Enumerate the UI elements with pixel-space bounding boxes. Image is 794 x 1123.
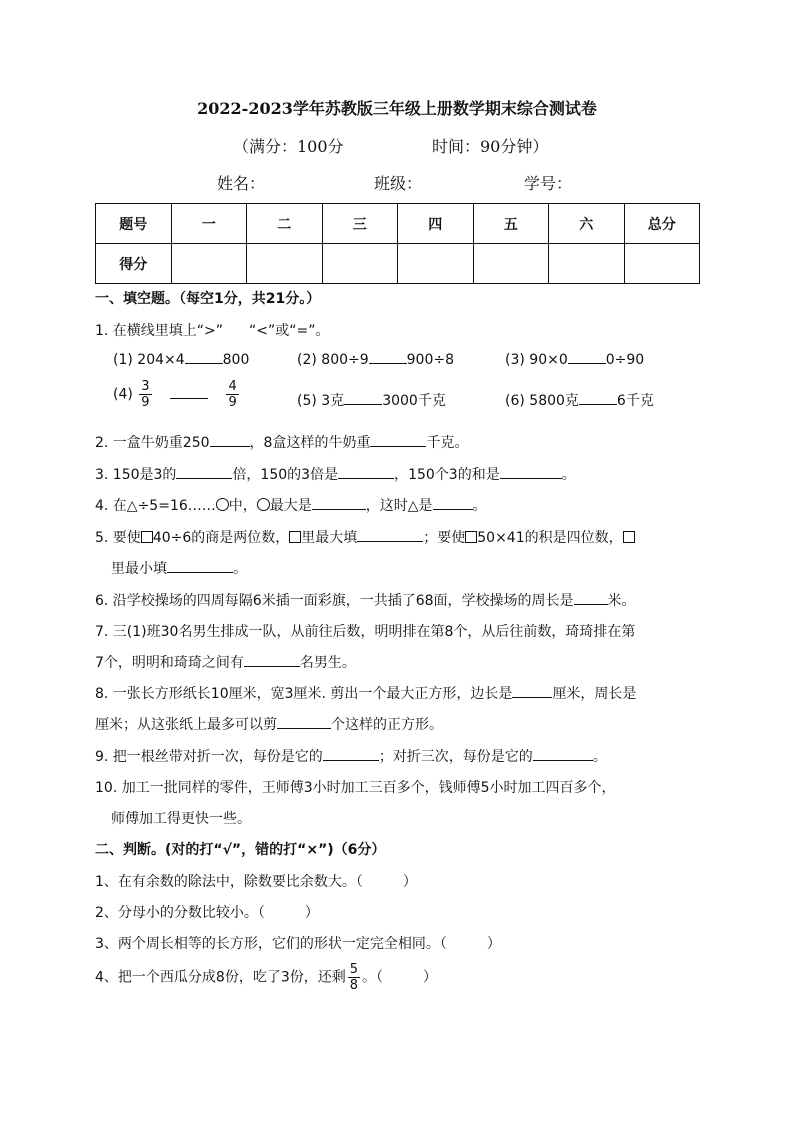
q3-text-a: 3. 150是3的 — [95, 467, 177, 483]
answer-blank[interactable] — [568, 350, 606, 364]
square-icon — [465, 531, 477, 543]
square-icon — [141, 531, 153, 543]
q5-text-g: 。 — [233, 561, 247, 577]
score-table-header: 五 — [473, 204, 549, 244]
judge-q1-close: ） — [402, 874, 417, 890]
q4-text-e: 。 — [472, 498, 487, 514]
q6-text-a: 6. 沿学校操场的四周每隔6米插一面彩旗，一共插了68面，学校操场的周长是 — [95, 593, 574, 609]
q1-p5-left: (5) 3克 — [297, 393, 345, 409]
answer-blank[interactable] — [185, 350, 223, 364]
q5-text-c: 里最大填 — [301, 530, 358, 546]
judge-q1-text: 1、在有余数的除法中，除数要比余数大。（ — [95, 874, 363, 890]
q7-text-c: 名男生。 — [299, 655, 356, 671]
q8-text-b: 厘米，周长是 — [552, 686, 637, 702]
fraction-numerator: 5 — [349, 962, 359, 977]
q10-line2 — [111, 808, 251, 828]
q1-part5 — [297, 390, 446, 410]
score-cell[interactable] — [322, 244, 398, 284]
full-score: （满分：100分 — [233, 137, 344, 156]
q5-text-f: 里最小填 — [111, 561, 167, 577]
q5-text-a: 5. 要使 — [95, 530, 141, 546]
q1-stem — [95, 320, 330, 340]
page-title: 2022-2023学年苏教版三年级上册数学期末综合测试卷 — [197, 99, 597, 118]
q1-p2-left: (2) 800÷9 — [297, 352, 369, 368]
q5-text-d: ；要使 — [423, 530, 466, 546]
answer-blank[interactable] — [579, 391, 617, 405]
q9-text-c: 。 — [592, 749, 607, 765]
answer-blank[interactable] — [574, 591, 608, 605]
score-table-score-row — [96, 244, 700, 284]
q1-part4 — [113, 379, 241, 410]
answer-blank[interactable] — [357, 528, 423, 542]
student-id-label: 学号： — [524, 174, 573, 193]
score-cell[interactable] — [398, 244, 474, 284]
answer-blank[interactable] — [167, 559, 233, 573]
q1-stem-b: “<”或“=”。 — [249, 323, 330, 339]
score-table-header: 四 — [398, 204, 474, 244]
judge-q3-close: ） — [486, 936, 501, 952]
answer-blank[interactable] — [533, 747, 593, 761]
q1-part3 — [505, 350, 644, 368]
fraction-numerator: 4 — [228, 379, 237, 394]
answer-blank[interactable] — [338, 465, 394, 479]
q5-line1 — [95, 527, 635, 547]
score-cell[interactable] — [473, 244, 549, 284]
q5-line2 — [111, 558, 247, 578]
score-table-header: 三 — [322, 204, 398, 244]
score-row-label: 得分 — [96, 244, 172, 284]
circle-icon — [216, 498, 229, 511]
answer-blank[interactable] — [369, 350, 407, 364]
q1-p6-left: (6) 5800克 — [505, 393, 579, 409]
square-icon — [289, 531, 301, 543]
answer-blank[interactable] — [500, 465, 562, 479]
q4-text-d: ，这时△是 — [365, 498, 433, 514]
score-table-header: 二 — [247, 204, 323, 244]
q1-p4-label: (4) — [113, 386, 133, 403]
q8-line2 — [95, 714, 443, 734]
q2-text-b: ，8盒这样的牛奶重 — [249, 435, 371, 451]
q8-text-d: 个这样的正方形。 — [331, 717, 443, 733]
q1-p3-right: 0÷90 — [605, 352, 645, 368]
class-label: 班级： — [374, 174, 423, 193]
q10-line1: 10. 加工一批同样的零件，王师傅3小时加工三百多个，钱师傅5小时加工四百多个， — [95, 780, 616, 796]
judge-q2-text: 2、分母小的分数比较小。（ — [95, 905, 265, 921]
fraction — [139, 379, 151, 410]
answer-blank[interactable] — [312, 496, 366, 510]
q4 — [95, 495, 487, 515]
answer-blank[interactable] — [176, 465, 232, 479]
fraction-numerator: 3 — [141, 379, 150, 394]
q1-p5-right: 3000千克 — [382, 393, 446, 409]
answer-blank[interactable] — [344, 391, 382, 405]
q1-p2-right: 900÷8 — [406, 352, 454, 368]
score-cell[interactable] — [247, 244, 323, 284]
q4-text-b: 中， — [228, 498, 257, 514]
q3-text-d: 。 — [561, 467, 576, 483]
square-icon — [623, 531, 635, 543]
answer-blank[interactable] — [512, 684, 552, 698]
q2 — [95, 432, 468, 452]
q10-text-b: 师傅加工得更快一些。 — [111, 811, 251, 827]
q1-p3-left: (3) 90×0 — [505, 352, 568, 368]
judge-q4-text: 4、把一个西瓜分成8份，吃了3份，还剩 — [95, 969, 346, 986]
score-table-header: 题号 — [96, 204, 172, 244]
score-table-header: 总分 — [624, 204, 700, 244]
score-table — [95, 203, 700, 284]
judge-q1 — [95, 871, 417, 891]
fraction — [348, 962, 360, 993]
answer-blank[interactable] — [433, 496, 473, 510]
fraction-denominator: 9 — [228, 395, 237, 410]
fraction — [226, 379, 238, 410]
q1-part2 — [297, 350, 454, 368]
score-cell[interactable] — [171, 244, 247, 284]
section1-heading: 一、填空题。（每空1分，共21分。） — [95, 291, 321, 307]
q1-p1-right: 800 — [222, 352, 250, 368]
judge-q3 — [95, 933, 501, 953]
judge-q4 — [95, 962, 437, 993]
judge-q4-close: ） — [423, 969, 438, 986]
q5-text-e: 50×41的积是四位数， — [477, 530, 623, 546]
score-cell[interactable] — [624, 244, 700, 284]
q7-line2 — [95, 652, 356, 672]
fraction-denominator: 8 — [349, 978, 359, 993]
q1-part1 — [113, 350, 249, 368]
judge-q3-text: 3、两个周长相等的长方形，它们的形状一定完全相同。（ — [95, 936, 447, 952]
q7-line1: 7. 三(1)班30名男生排成一队，从前往后数，明明排在第8个，从后往前数，琦琦排在第 — [95, 624, 636, 640]
answer-blank[interactable] — [244, 653, 300, 667]
answer-blank[interactable] — [170, 385, 208, 399]
answer-blank[interactable] — [370, 433, 426, 447]
score-table-header: 六 — [549, 204, 625, 244]
name-label: 姓名： — [217, 174, 266, 193]
judge-q4-tail: 。（ — [362, 969, 384, 986]
exam-time: 时间：90分钟） — [432, 137, 549, 156]
q1-p1-left: (1) 204×4 — [113, 352, 185, 368]
q3-text-b: 倍，150的3倍是 — [232, 467, 339, 483]
q6-text-b: 米。 — [607, 593, 636, 609]
score-table-header-row — [96, 204, 700, 244]
judge-q2 — [95, 902, 319, 922]
answer-blank[interactable] — [277, 715, 331, 729]
q4-text-a: 4. 在△÷5=16…… — [95, 498, 216, 514]
q8-line1 — [95, 683, 636, 703]
q9 — [95, 746, 607, 766]
q6 — [95, 590, 636, 610]
q8-text-c: 厘米；从这张纸上最多可以剪 — [95, 717, 277, 733]
q1-stem-a: 1. 在横线里填上“>” — [95, 323, 224, 339]
judge-q2-close: ） — [304, 905, 319, 921]
score-cell[interactable] — [549, 244, 625, 284]
q9-text-b: ；对折三次，每份是它的 — [378, 749, 533, 765]
q2-text-c: 千克。 — [426, 435, 469, 451]
fraction-denominator: 9 — [141, 395, 150, 410]
q2-text-a: 2. 一盒牛奶重250 — [95, 435, 210, 451]
answer-blank[interactable] — [323, 747, 379, 761]
q1-p6-right: 6千克 — [616, 393, 654, 409]
q7-text-b: 7个，明明和琦琦之间有 — [95, 655, 244, 671]
answer-blank[interactable] — [210, 433, 250, 447]
q3-text-c: ，150个3的和是 — [394, 467, 500, 483]
q5-text-b: 40÷6的商是两位数， — [152, 530, 290, 546]
q3 — [95, 464, 576, 484]
q8-text-a: 8. 一张长方形纸长10厘米，宽3厘米. 剪出一个最大正方形，边长是 — [95, 686, 513, 702]
circle-icon — [257, 498, 270, 511]
q4-text-c: 最大是 — [269, 498, 312, 514]
score-table-header: 一 — [171, 204, 247, 244]
section2-heading: 二、判断。(对的打“√”，错的打“×”)（6分） — [95, 842, 386, 858]
q9-text-a: 9. 把一根丝带对折一次，每份是它的 — [95, 749, 323, 765]
q1-part6 — [505, 390, 654, 410]
